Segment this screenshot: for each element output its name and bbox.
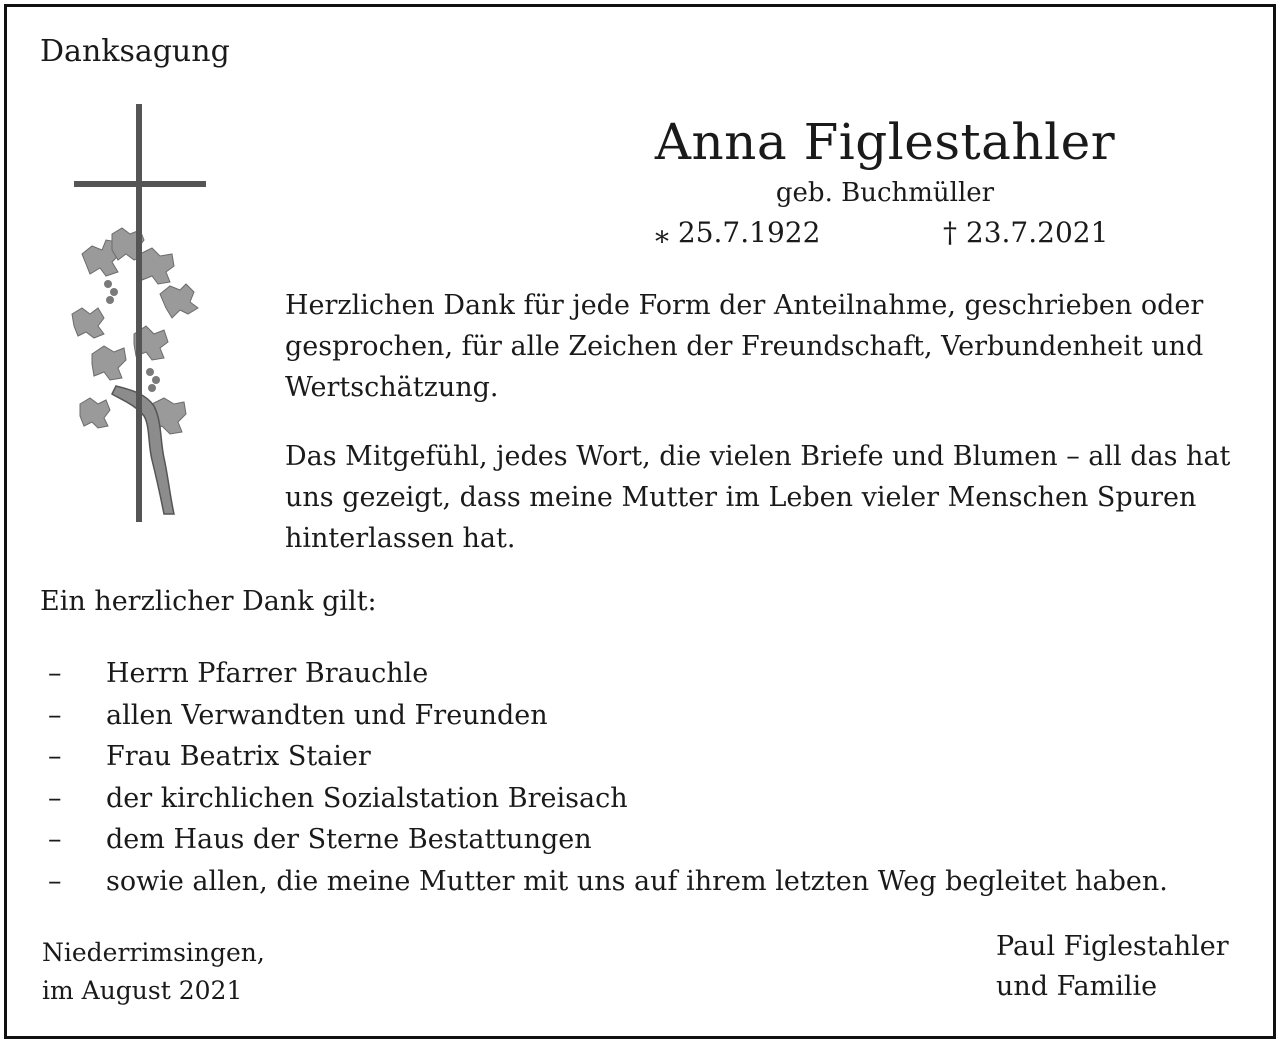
- list-item-text: Herrn Pfarrer Brauchle: [106, 658, 429, 689]
- list-item-text: allen Verwandten und Freunden: [106, 699, 548, 731]
- list-item-text: dem Haus der Sterne Bestattungen: [106, 824, 592, 855]
- list-marker: –: [48, 782, 62, 814]
- list-marker: –: [48, 865, 62, 897]
- thanks-list: [40, 653, 1168, 902]
- list-marker: –: [48, 824, 62, 855]
- list-marker: –: [48, 658, 62, 689]
- list-marker: –: [48, 741, 62, 772]
- list-item: [40, 653, 1168, 695]
- list-marker: –: [48, 699, 62, 731]
- list-item-text: der kirchlichen Sozialstation Breisach: [106, 782, 628, 814]
- place-date-block: [42, 934, 265, 1010]
- list-item: [40, 736, 1168, 778]
- signature-name: Paul Figlestahler: [996, 931, 1229, 962]
- signature-family: und Familie: [996, 971, 1158, 1002]
- list-item: [40, 819, 1168, 861]
- thanks-intro: Ein herzlicher Dank gilt:: [40, 586, 377, 617]
- thanks-paragraph-1: Herzlichen Dank für jede Form der Anteilnahme, geschrieben oder gesprochen, für alle Zeichen der Freundschaft, Verbundenheit und Wertschätzung.: [285, 290, 1204, 403]
- birth-date: ⁎ 25.7.1922: [655, 216, 821, 249]
- thanks-paragraph-2: Das Mitgefühl, jedes Wort, die vielen Briefe und Blumen – all das hat uns gezeigt, dass meine Mutter im Leben vieler Menschen Spuren hinterlassen hat.: [285, 441, 1231, 554]
- place: Niederrimsingen,: [42, 938, 265, 967]
- death-date: † 23.7.2021: [943, 216, 1109, 249]
- notice-heading: Danksagung: [40, 34, 230, 69]
- deceased-name: Anna Figlestahler: [654, 113, 1116, 171]
- list-item: [40, 695, 1168, 737]
- cross-with-grapevine-icon: [52, 104, 212, 526]
- maiden-name: geb. Buchmüller: [775, 178, 995, 208]
- list-item-text: Frau Beatrix Staier: [106, 741, 371, 772]
- signature-block: [996, 927, 1229, 1007]
- list-item-text: sowie allen, die meine Mutter mit uns auf ihrem letzten Weg begleitet haben.: [106, 865, 1168, 897]
- date: im August 2021: [42, 976, 243, 1005]
- list-item: [40, 861, 1168, 903]
- list-item: [40, 778, 1168, 820]
